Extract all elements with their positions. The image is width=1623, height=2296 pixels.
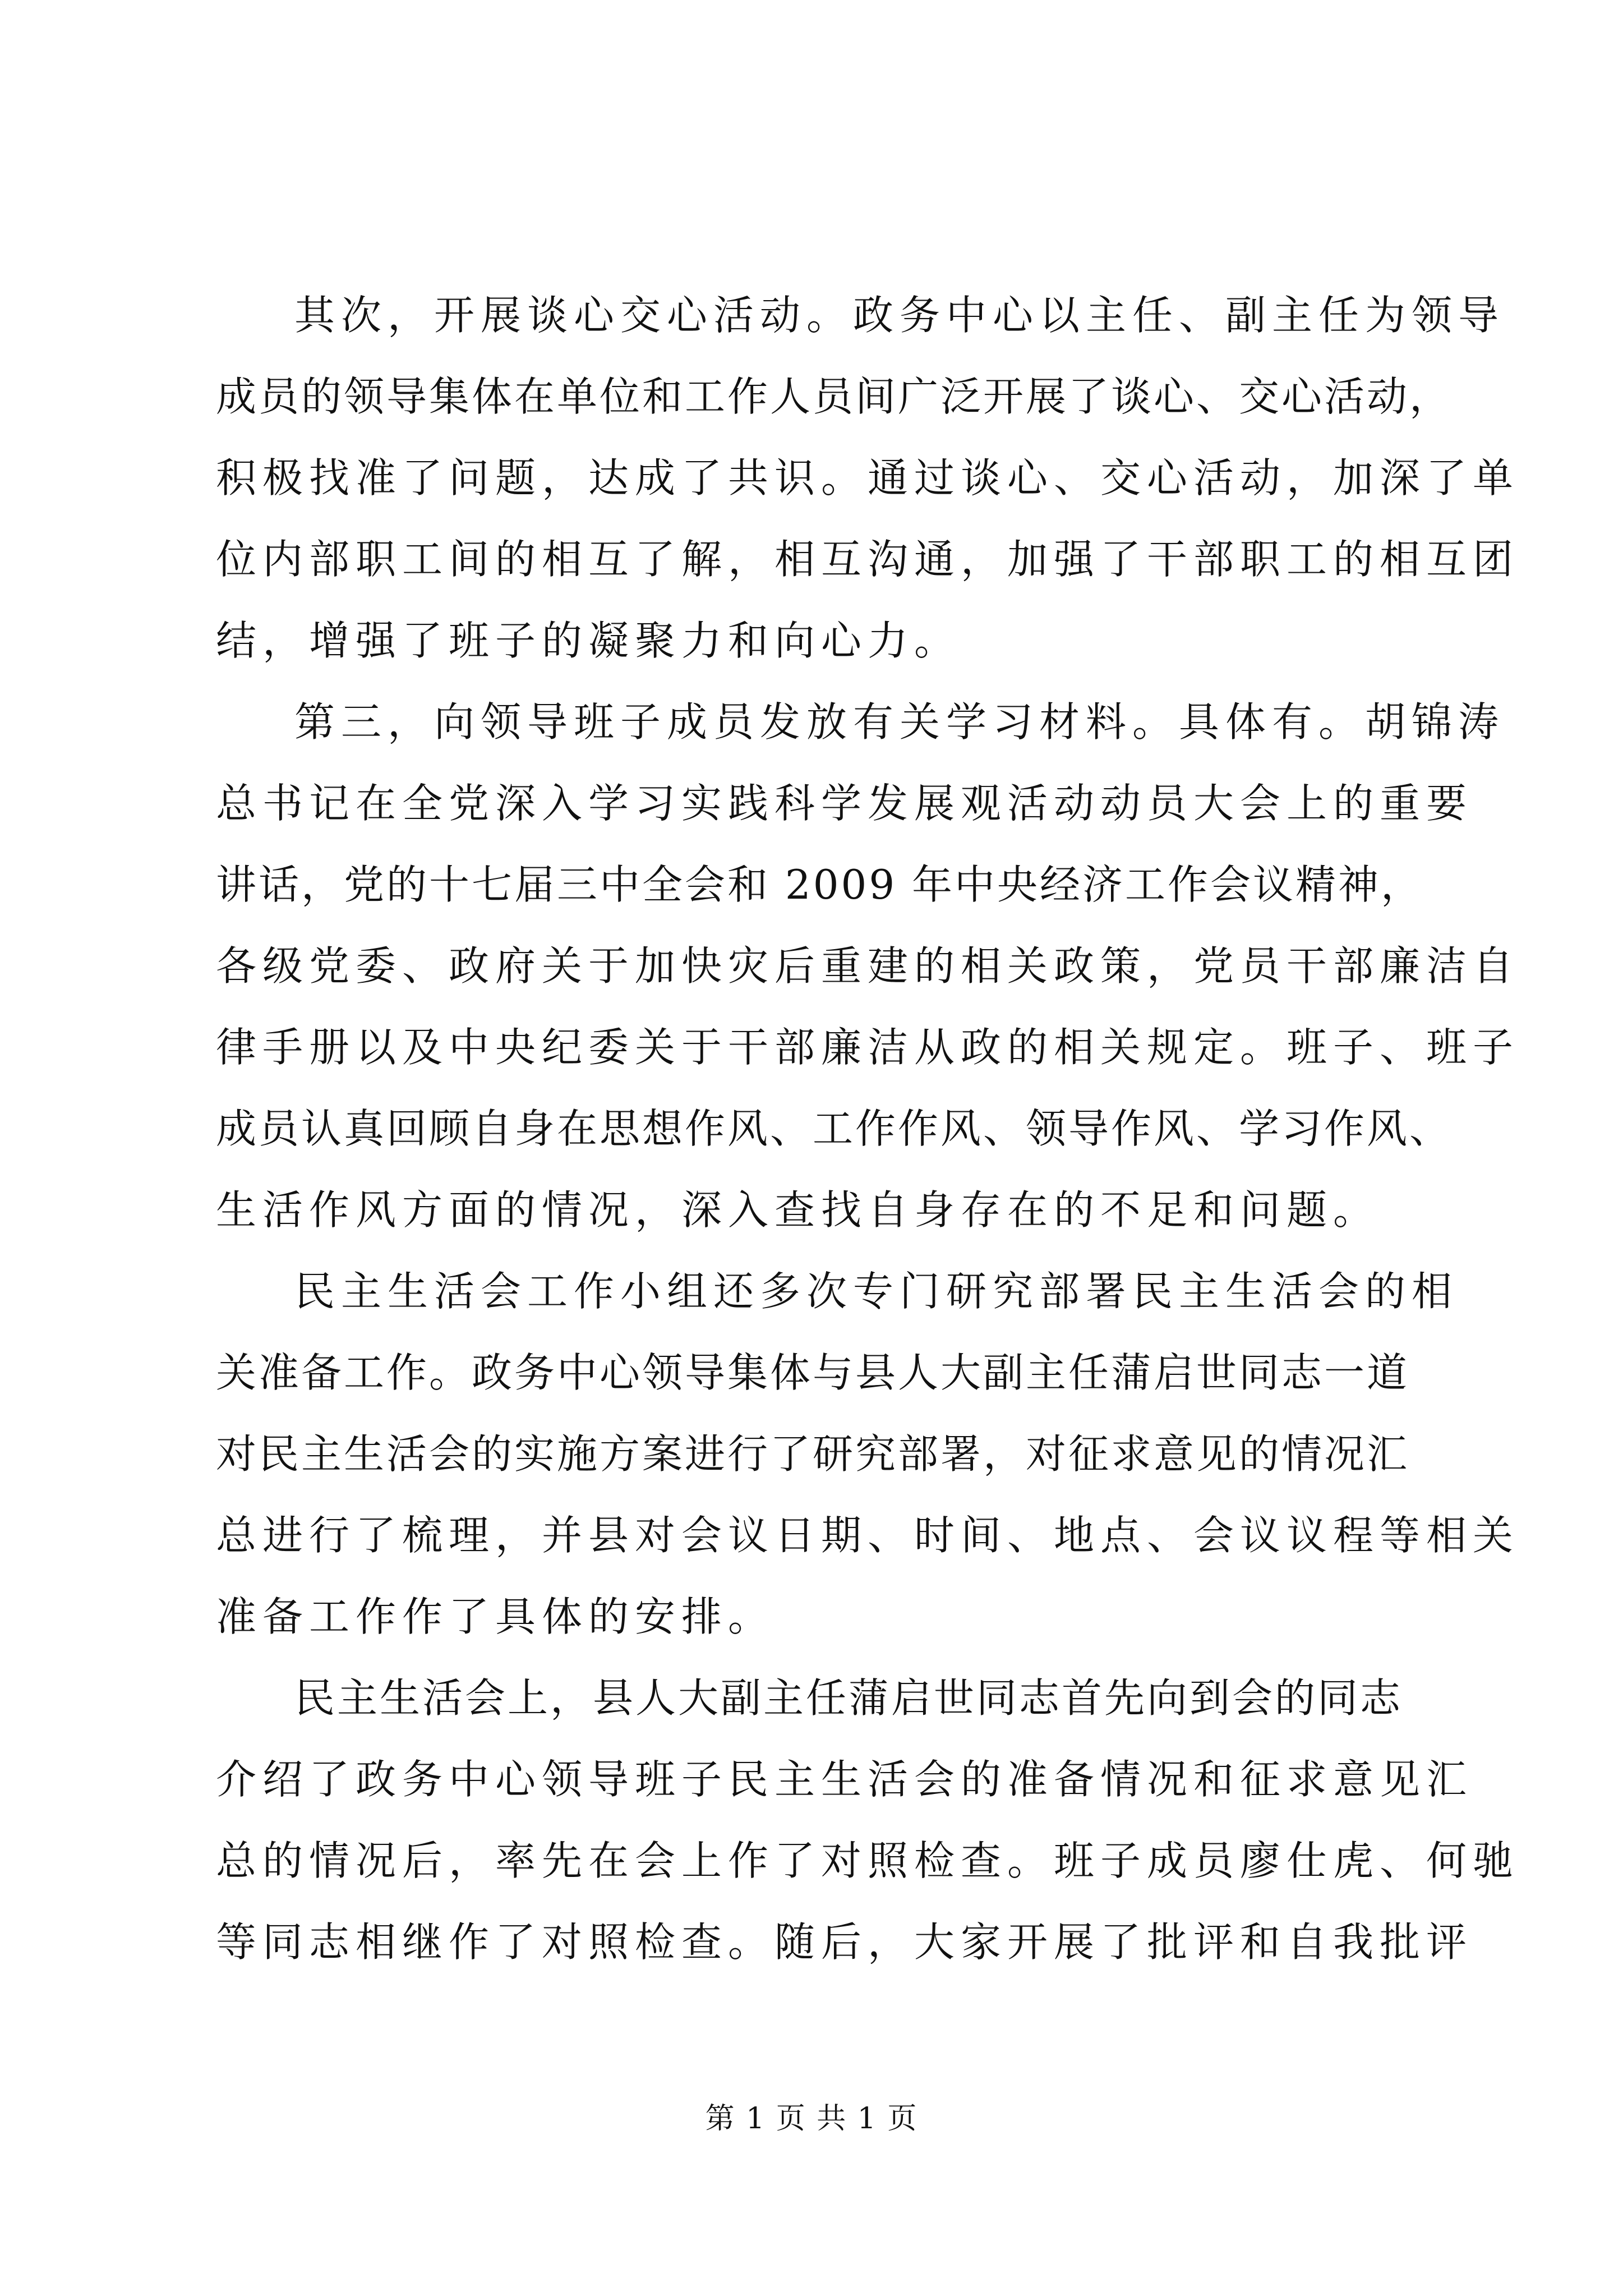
paragraph-line: 其次，开展谈心交心活动。政务中心以主任、副主任为领导 <box>294 292 1505 339</box>
paragraph-line: 总书记在全党深入学习实践科学发展观活动动员大会上的重要 <box>216 780 1473 827</box>
paragraph-line: 关准备工作。政务中心领导集体与县人大副主任蒲启世同志一道 <box>216 1349 1410 1396</box>
paragraph-line: 成员认真回顾自身在思想作风、工作作风、领导作风、学习作风、 <box>216 1105 1453 1152</box>
paragraph-line: 位内部职工间的相互了解，相互沟通，加强了干部职工的相互团 <box>216 536 1520 583</box>
paragraph-line: 积极找准了问题，达成了共识。通过谈心、交心活动，加深了单 <box>216 454 1520 501</box>
paragraph-line: 民主生活会上，县人大副主任蒲启世同志首先向到会的同志 <box>294 1674 1403 1722</box>
paragraph-line: 总进行了梳理，并县对会议日期、时间、地点、会议议程等相关 <box>216 1512 1520 1559</box>
paragraph-line: 等同志相继作了对照检查。随后，大家开展了批评和自我批评 <box>216 1918 1473 1966</box>
paragraph-line: 讲话，党的十七届三中全会和 2009 年中央经济工作会议精神， <box>216 861 1424 908</box>
document-body <box>216 275 1520 1983</box>
paragraph-line: 各级党委、政府关于加快灾后重建的相关政策，党员干部廉洁自 <box>216 942 1520 990</box>
paragraph-line: 结，增强了班子的凝聚力和向心力。 <box>216 617 961 664</box>
paragraph-line: 成员的领导集体在单位和工作人员间广泛开展了谈心、交心活动， <box>216 373 1453 420</box>
paragraph-line: 对民主生活会的实施方案进行了研究部署，对征求意见的情况汇 <box>216 1430 1410 1478</box>
paragraph-line: 介绍了政务中心领导班子民主生活会的准备情况和征求意见汇 <box>216 1756 1473 1803</box>
paragraph-line: 准备工作作了具体的安排。 <box>216 1593 775 1640</box>
paragraph-line: 第三，向领导班子成员发放有关学习材料。具体有。胡锦涛 <box>294 698 1505 746</box>
paragraph-line: 生活作风方面的情况，深入查找自身存在的不足和问题。 <box>216 1186 1380 1234</box>
paragraph-line: 律手册以及中央纪委关于干部廉洁从政的相关规定。班子、班子 <box>216 1024 1520 1071</box>
page-footer: 第 1 页 共 1 页 <box>705 2102 918 2136</box>
paragraph-line: 民主生活会工作小组还多次专门研究部署民主生活会的相 <box>294 1268 1459 1315</box>
paragraph-line: 总的情况后，率先在会上作了对照检查。班子成员廖仕虎、何驰 <box>216 1837 1520 1884</box>
